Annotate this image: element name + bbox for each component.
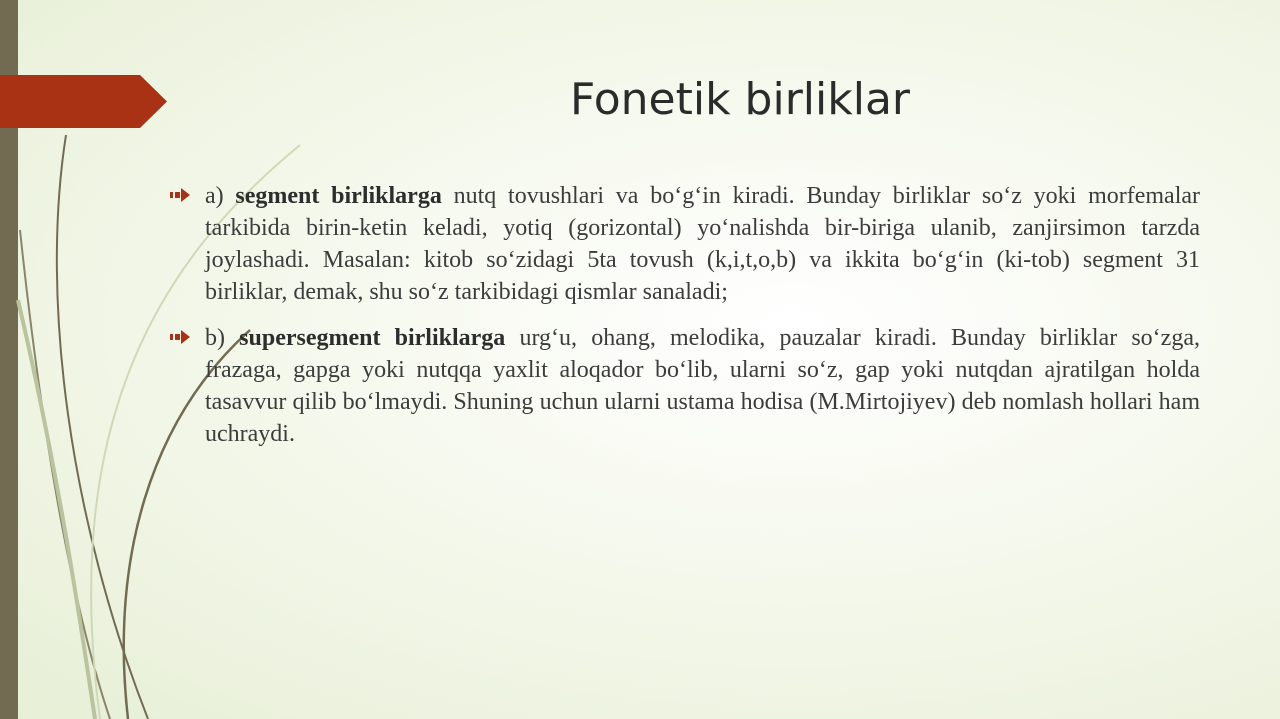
bullet-text: urg‘u, ohang, melodika, pauzalar kiradi. Bunday birliklar so‘zga, frazaga, gapga yoki nutqqa yaxlit aloqador bo‘lib, ularni so‘z, gap yoki nutqdan ajratilgan holda tasavvur qilib bo‘lmaydi. Shuning uchun ularni ustama hodisa (M.Mirtojiyev) deb nomlash hollari ham uchraydi. (205, 325, 1200, 447)
bullet-item-segment (170, 180, 1200, 308)
bullet-text: nutq tovushlari va bo‘g‘in kiradi. Bunday birliklar so‘z yoki morfemalar tarkibida birin-ketin keladi, yotiq (gorizontal) yo‘nalishda bir-biriga ulanib, zanjirsimon tarzda joylashadi. Masalan: kitob so‘zidagi 5ta tovush (k,i,t,o,b) va ikkita bo‘g‘in (ki-tob) segment 31 birliklar, demak, shu so‘z tarkibidagi qismlar sanaladi; (205, 183, 1200, 305)
bullet-item-supersegment (170, 322, 1200, 450)
bullet-prefix: b) (205, 325, 240, 351)
slide-title: Fonetik birliklar (569, 74, 910, 125)
arrow-right-icon (170, 188, 190, 202)
bullet-bold-term: segment birliklarga (235, 183, 442, 209)
arrow-right-icon (170, 330, 190, 344)
bullet-prefix: a) (205, 183, 236, 209)
title-accent-arrow (0, 75, 167, 128)
bullet-bold-term: supersegment birliklarga (239, 325, 506, 351)
slide-content (170, 180, 1200, 464)
